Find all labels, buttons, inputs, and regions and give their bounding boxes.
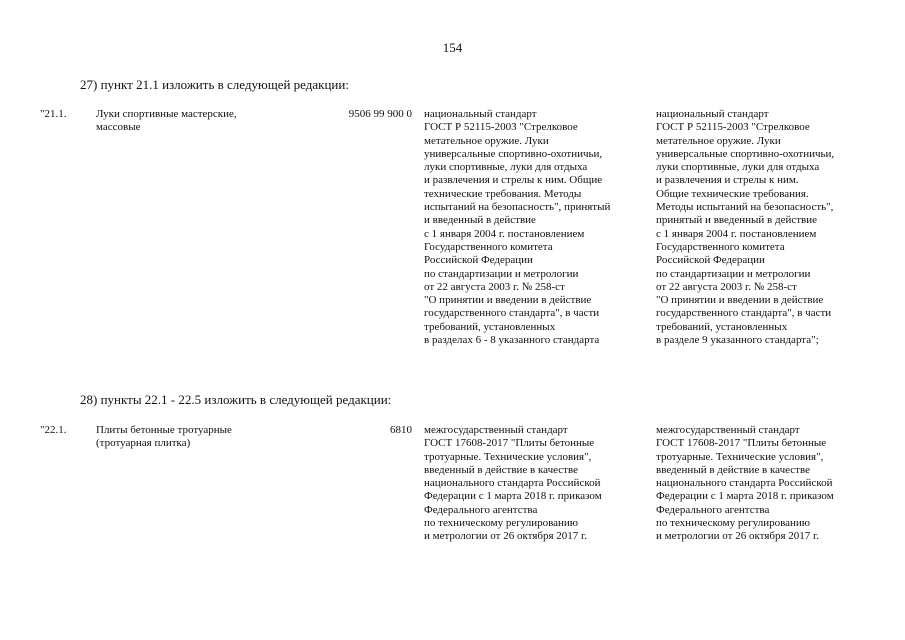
tn-ved-code: 6810: [390, 424, 412, 436]
text-line: метательное оружие. Луки: [656, 134, 781, 147]
text-line: межгосударственный стандарт: [424, 424, 568, 436]
text-line: с 1 января 2004 г. постановлением: [424, 227, 585, 240]
text-line: и развлечения и стрелы к ним.: [656, 174, 799, 187]
text-line: Федерации с 1 марта 2018 г. приказом: [656, 490, 834, 503]
text-line: технические требования. Методы: [424, 187, 582, 200]
text-line: в разделе 9 указанного стандарта";: [656, 334, 819, 347]
text-line: государственного стандарта", в части: [656, 307, 832, 320]
text-line: требований, установленных: [656, 320, 788, 333]
text-line: от 22 августа 2003 г. № 258-ст: [656, 280, 797, 293]
text-line: "О принятии и введении в действие: [424, 294, 592, 307]
text-line: луки спортивные, луки для отдыха: [656, 161, 820, 174]
text-line: метательное оружие. Луки: [424, 134, 549, 147]
text-line: Федерации с 1 марта 2018 г. приказом: [424, 490, 602, 503]
text-line: ГОСТ 17608-2017 "Плиты бетонные: [656, 437, 827, 450]
text-line: и метрологии от 26 октября 2017 г.: [656, 530, 820, 543]
text-line: от 22 августа 2003 г. № 258-ст: [424, 280, 565, 293]
text-line: и введенный в действие: [424, 214, 536, 227]
item-number: "22.1.: [40, 424, 67, 436]
text-line: Российской Федерации: [656, 254, 765, 267]
text-line: с 1 января 2004 г. постановлением: [656, 227, 817, 240]
product-name: [96, 424, 296, 451]
text-line: ГОСТ Р 52115-2003 "Стрелковое: [424, 121, 578, 134]
text-line: Федерального агентства: [424, 503, 538, 516]
text-line: ГОСТ Р 52115-2003 "Стрелковое: [656, 121, 810, 134]
text-line: "О принятии и введении в действие: [656, 294, 824, 307]
text-line: введенный в действие в качестве: [424, 463, 579, 476]
text-line: тротуарные. Технические условия",: [656, 450, 824, 463]
standard-new-text: [656, 424, 886, 544]
text-line: и развлечения и стрелы к ним. Общие: [424, 174, 603, 187]
text-line: (тротуарная плитка): [96, 437, 191, 450]
text-line: принятый и введенный в действие: [656, 214, 817, 227]
text-line: массовые: [96, 121, 141, 134]
text-line: Федерального агентства: [656, 503, 770, 516]
page-number: 154: [442, 40, 463, 55]
text-line: национальный стандарт: [656, 108, 769, 120]
text-line: Государственного комитета: [656, 240, 785, 253]
text-line: универсальные спортивно-охотничьи,: [656, 147, 835, 160]
text-line: универсальные спортивно-охотничьи,: [424, 147, 603, 160]
text-line: и метрологии от 26 октября 2017 г.: [424, 530, 588, 543]
standard-current-text: [424, 108, 650, 347]
text-line: в разделах 6 - 8 указанного стандарта: [424, 334, 600, 347]
text-line: Плиты бетонные тротуарные: [96, 424, 232, 436]
amendment-heading-28: 28) пункты 22.1 - 22.5 изложить в следующей редакции:: [80, 392, 392, 407]
text-line: по стандартизации и метрологии: [424, 267, 579, 280]
text-line: тротуарные. Технические условия",: [424, 450, 592, 463]
text-line: по техническому регулированию: [424, 517, 579, 530]
text-line: по стандартизации и метрологии: [656, 267, 811, 280]
text-line: луки спортивные, луки для отдыха: [424, 161, 588, 174]
text-line: испытаний на безопасность", принятый: [424, 201, 611, 214]
text-line: Луки спортивные мастерские,: [96, 108, 237, 120]
text-line: государственного стандарта", в части: [424, 307, 600, 320]
standard-new-text: [656, 108, 886, 347]
text-line: ГОСТ 17608-2017 "Плиты бетонные: [424, 437, 595, 450]
product-name: [96, 108, 296, 135]
amendment-heading-27: 27) пункт 21.1 изложить в следующей редакции:: [80, 77, 349, 92]
standard-current-text: [424, 424, 650, 544]
text-line: требований, установленных: [424, 320, 556, 333]
text-line: Российской Федерации: [424, 254, 533, 267]
text-line: Государственного комитета: [424, 240, 553, 253]
text-line: Методы испытаний на безопасность",: [656, 201, 834, 214]
text-line: межгосударственный стандарт: [656, 424, 800, 436]
item-number: "21.1.: [40, 108, 67, 120]
text-line: национального стандарта Российской: [656, 477, 833, 490]
text-line: по техническому регулированию: [656, 517, 811, 530]
text-line: национальный стандарт: [424, 108, 537, 120]
tn-ved-code: 9506 99 900 0: [348, 108, 412, 120]
text-line: введенный в действие в качестве: [656, 463, 811, 476]
text-line: национального стандарта Российской: [424, 477, 601, 490]
text-line: Общие технические требования.: [656, 187, 809, 200]
